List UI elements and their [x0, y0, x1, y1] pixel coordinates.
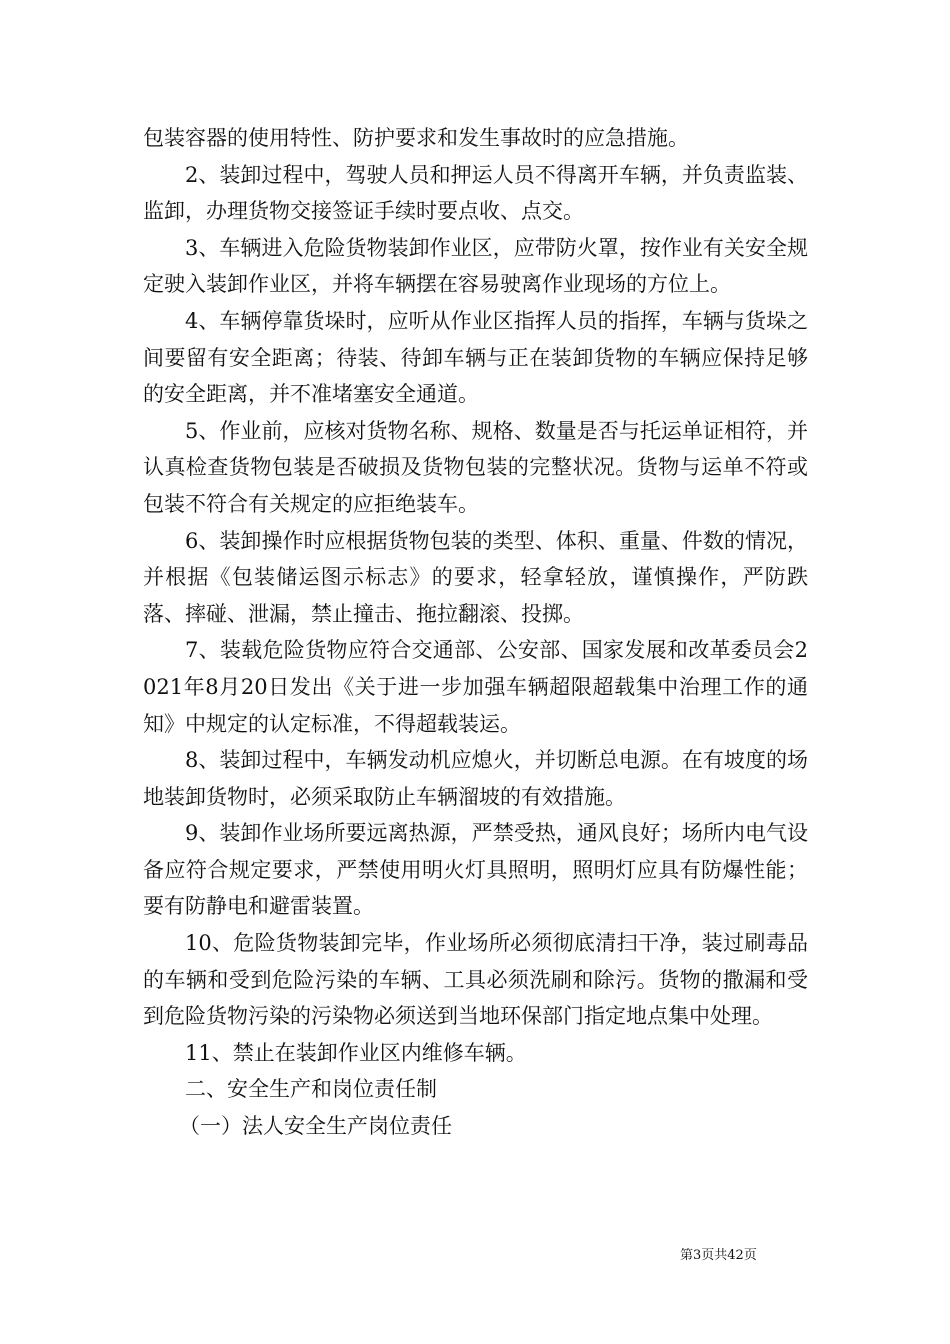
paragraph-3: 3、车辆进入危险货物装卸作业区，应带防火罩，按作业有关安全规定驶入装卸作业区，并将车辆摆在容易驶离作业现场的方位上。: [143, 235, 808, 297]
page-number-footer: 第3页共42页: [680, 1248, 757, 1263]
paragraph-9: 9、装卸作业场所要远离热源，严禁受热，通风良好；场所内电气设备应符合规定要求，严禁使用明火灯具照明，照明灯应具有防爆性能；要有防静电和避雷装置。: [143, 821, 808, 919]
paragraph-6: 6、装卸操作时应根据货物包装的类型、体积、重量、件数的情况，并根据《包装储运图示标志》的要求，轻拿轻放，谨慎操作，严防跌落、摔碰、泄漏，禁止撞击、拖拉翻滚、投掷。: [143, 528, 808, 626]
paragraph-10: 10、危险货物装卸完毕，作业场所必须彻底清扫干净，装过刷毒品的车辆和受到危险污染的车辆、工具必须洗刷和除污。货物的撒漏和受到危险货物污染的污染物必须送到当地环保部门指定地点集中处理。: [143, 931, 808, 1029]
subsection-heading: （一）法人安全生产岗位责任: [179, 1114, 452, 1139]
paragraph-4: 4、车辆停靠货垛时，应听从作业区指挥人员的指挥，车辆与货垛之间要留有安全距离；待装、待卸车辆与正在装卸货物的车辆应保持足够的安全距离，并不准堵塞安全通道。: [143, 308, 808, 407]
section-heading: 二、安全生产和岗位责任制: [185, 1077, 437, 1102]
paragraph-5: 5、作业前，应核对货物名称、规格、数量是否与托运单证相符，并认真检查货物包装是否破损及货物包装的完整状况。货物与运单不符或包装不符合有关规定的应拒绝装车。: [143, 418, 808, 516]
paragraph-8: 8、装卸过程中，车辆发动机应熄火，并切断总电源。在有坡度的场地装卸货物时，必须采取防止车辆溜坡的有效措施。: [143, 748, 808, 809]
paragraph-2: 2、装卸过程中，驾驶人员和押运人员不得离开车辆，并负责监装、监卸，办理货物交接签证手续时要点收、点交。: [143, 162, 808, 224]
paragraph-7: 7、装载危险货物应符合交通部、公安部、国家发展和改革委员会2021年8月20日发出《关于进一步加强车辆超限超载集中治理工作的通知》中规定的认定标准，不得超载装运。: [143, 638, 808, 736]
paragraph-11: 11、禁止在装卸作业区内维修车辆。: [185, 1040, 527, 1065]
document-body: [143, 120, 808, 1145]
paragraph-1: 包装容器的使用特性、防护要求和发生事故时的应急措施。: [143, 126, 689, 150]
